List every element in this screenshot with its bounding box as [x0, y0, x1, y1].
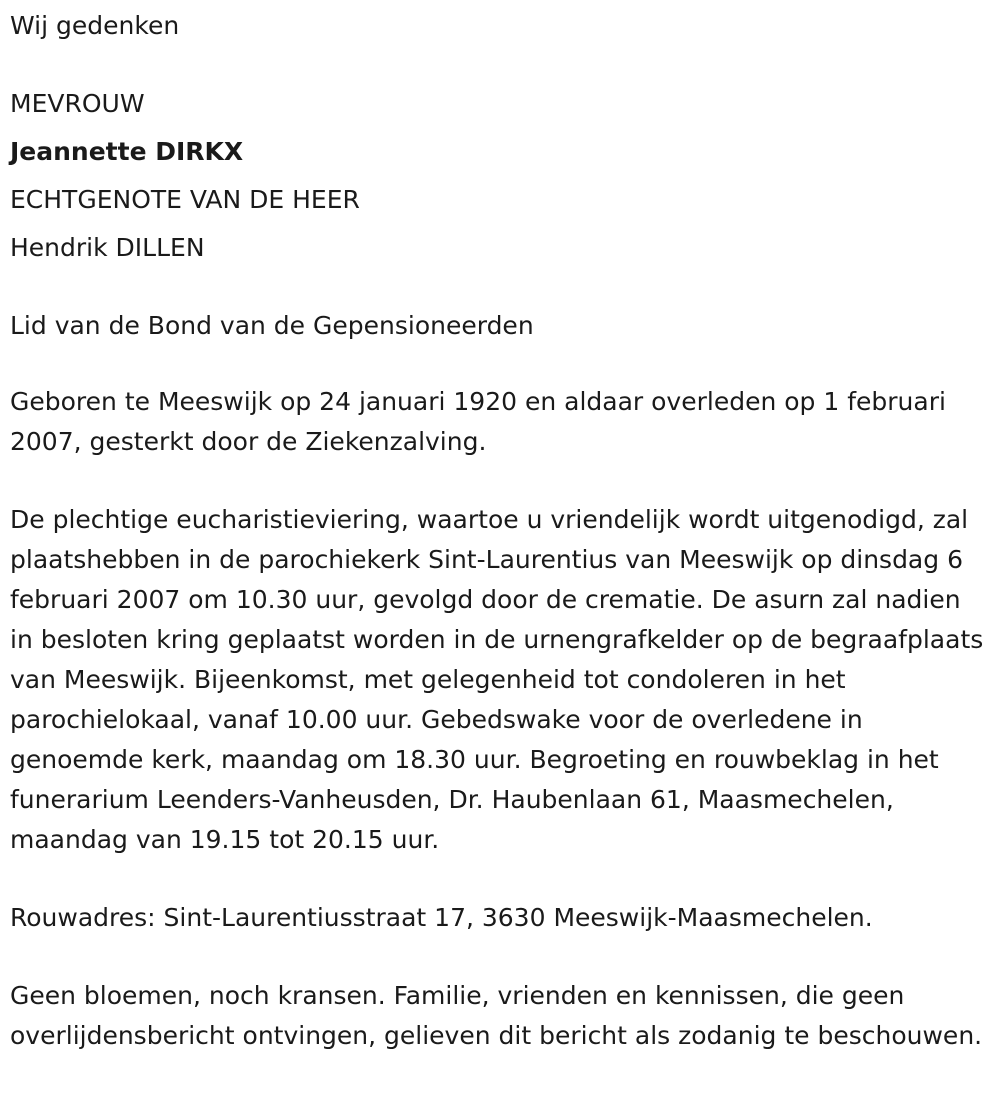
relation-text: ECHTGENOTE VAN DE HEER [10, 185, 360, 214]
obituary-notice [10, 0, 990, 1056]
spacer [10, 272, 990, 302]
spacer [10, 860, 990, 898]
spacer [10, 938, 990, 976]
title-text: MEVROUW [10, 89, 145, 118]
membership-text: Lid van de Bond van de Gepensioneerden [10, 311, 534, 340]
birth-death-paragraph: Geboren te Meeswijk op 24 januari 1920 en aldaar overleden op 1 februari 2007, gesterkt door de Ziekenzalving. [10, 387, 946, 456]
spouse-name: Hendrik DILLEN [10, 233, 205, 262]
address-paragraph: Rouwadres: Sint-Laurentiusstraat 17, 3630 Meeswijk-Maasmechelen. [10, 903, 873, 932]
intro-text: Wij gedenken [10, 11, 180, 40]
closing-paragraph: Geen bloemen, noch kransen. Familie, vrienden en kennissen, die geen overlijdensbericht ontvingen, gelieven dit bericht als zodanig te beschouwen. [10, 981, 983, 1050]
spacer [10, 50, 990, 80]
spacer [10, 350, 990, 382]
deceased-name: Jeannette DIRKX [10, 137, 244, 166]
spacer [10, 462, 990, 500]
ceremony-paragraph: De plechtige eucharistieviering, waartoe u vriendelijk wordt uitgenodigd, zal plaatshebben in de parochiekerk Sint-Laurentius van Meeswijk op dinsdag 6 februari 2007 om 10.30 uur, gevolgd door de crematie. De asurn zal nadien in besloten kring geplaatst worden in de urnengrafkelder op de begraafplaats van Meeswijk. Bijeenkomst, met gelegenheid tot condoleren in het parochielokaal, vanaf 10.00 uur. Gebedswake voor de overledene in genoemde kerk, maandag om 18.30 uur. Begroeting en rouwbeklag in het funerarium Leenders-Vanheusden, Dr. Haubenlaan 61, Maasmechelen, maandag van 19.15 tot 20.15 uur. [10, 505, 984, 854]
